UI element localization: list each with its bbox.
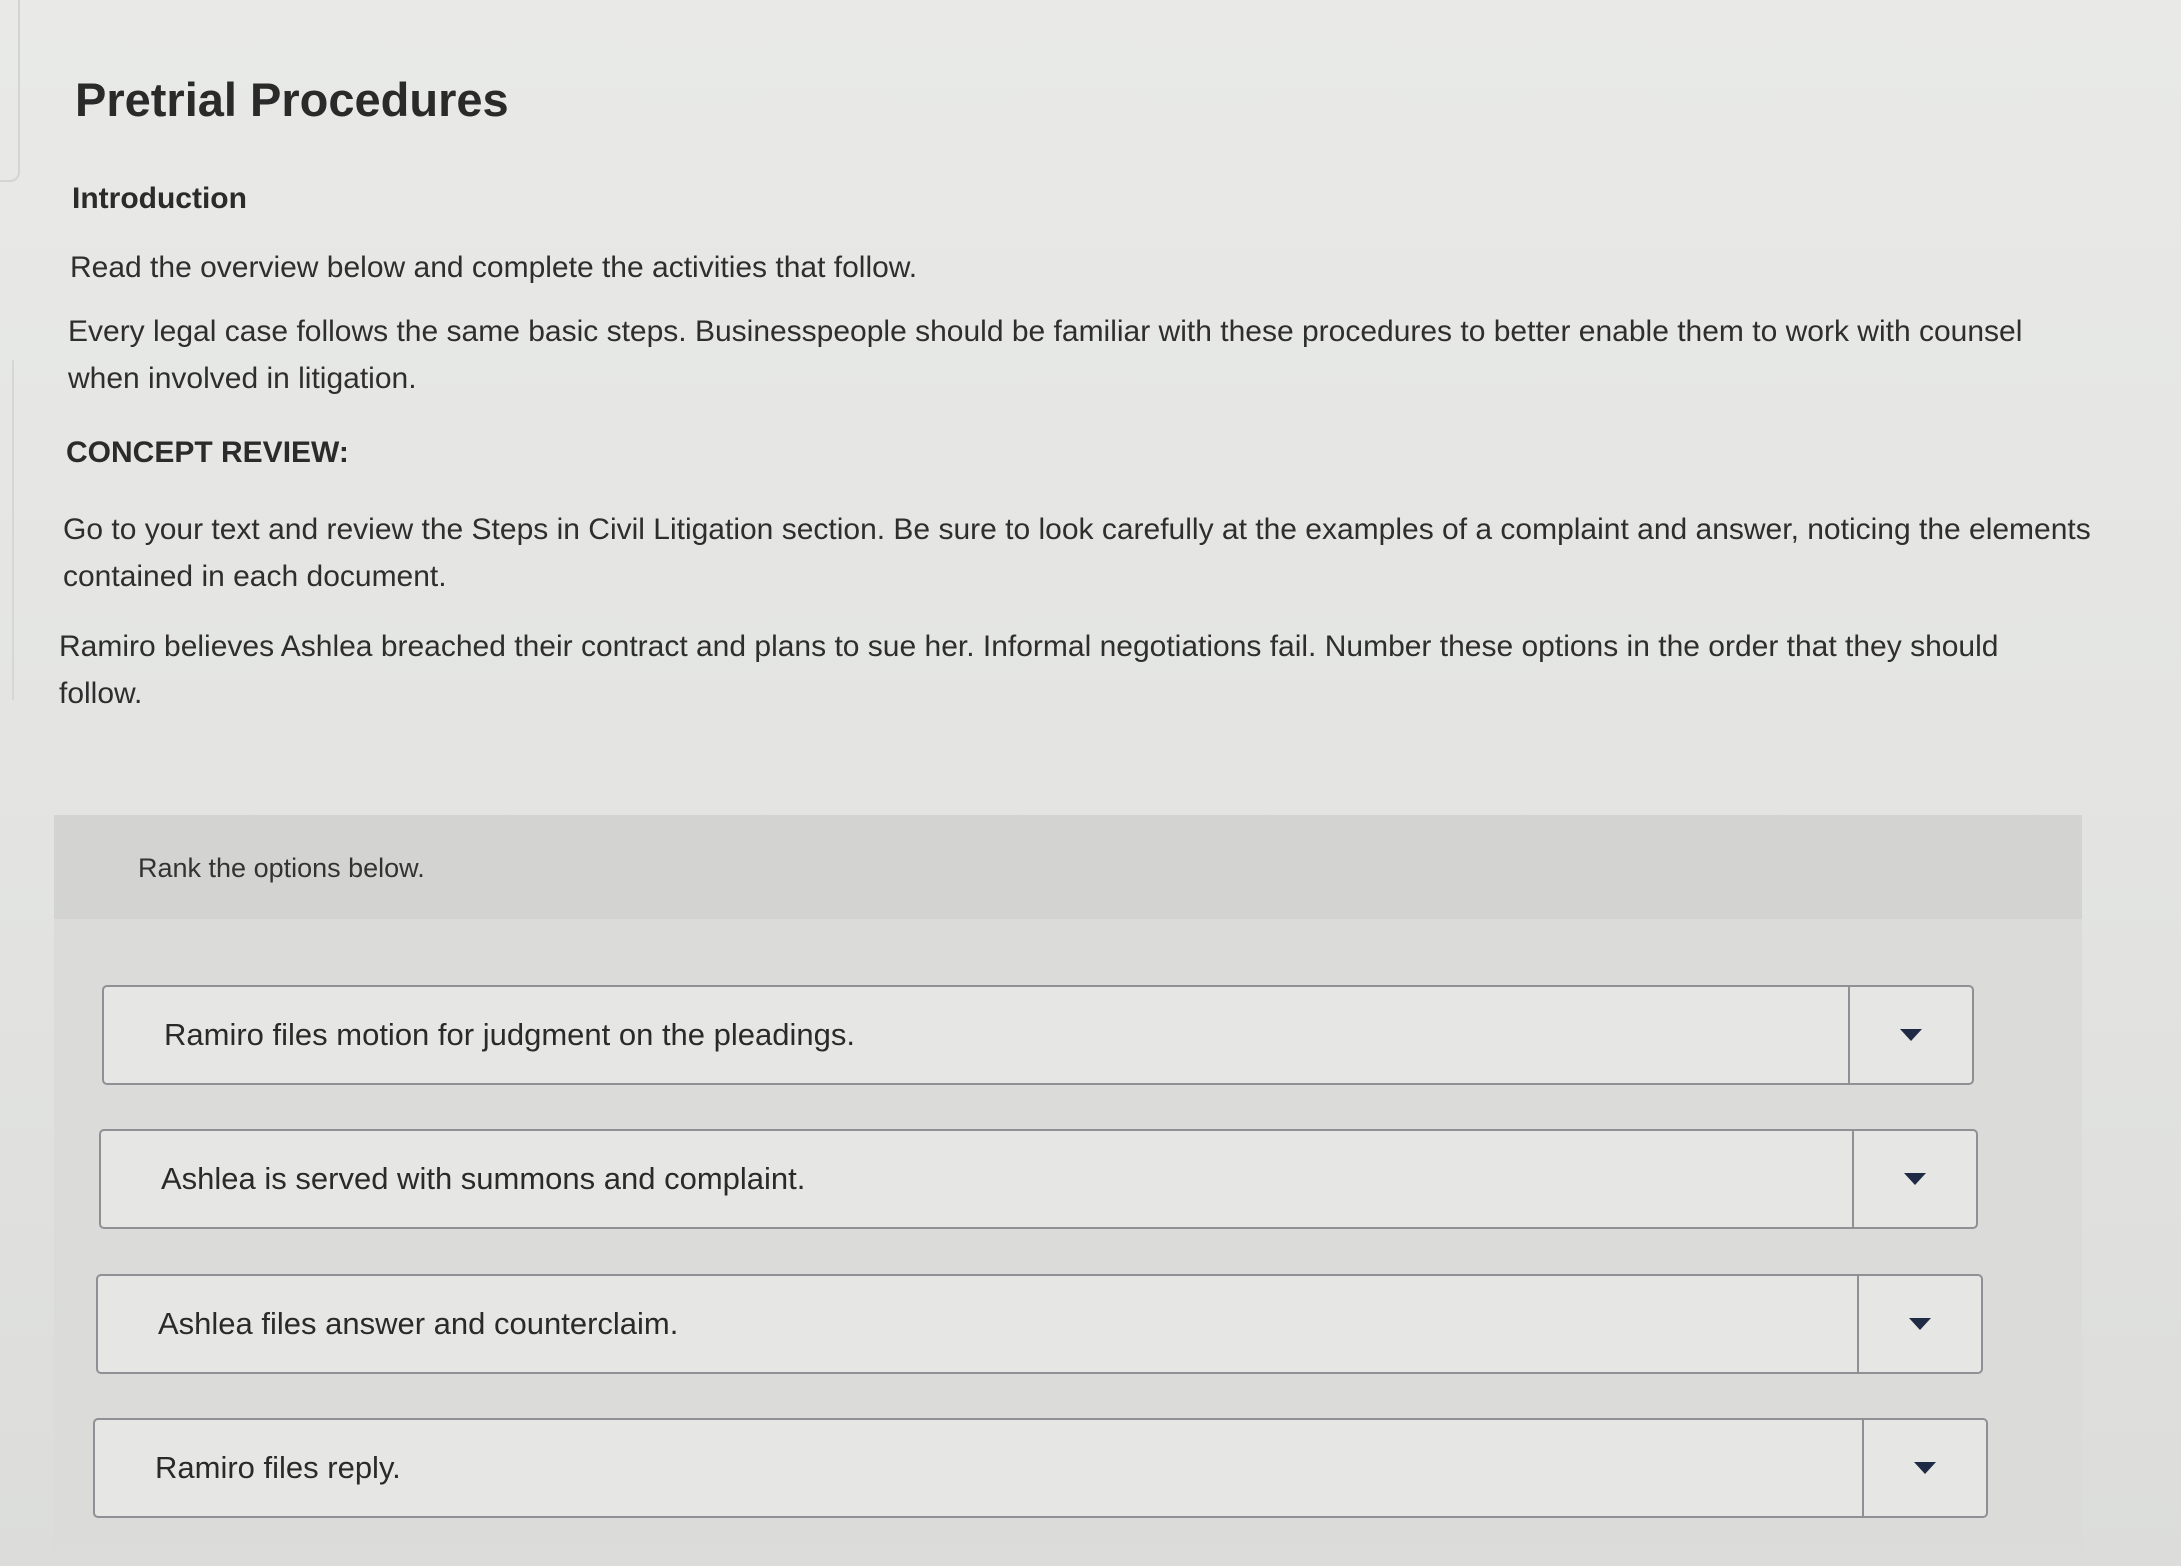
rank-select-3[interactable] [1857,1276,1981,1372]
rank-option-label: Ashlea files answer and counterclaim. [158,1306,679,1341]
rank-select-4[interactable] [1862,1420,1986,1516]
concept-review-label: CONCEPT REVIEW: [66,436,349,469]
rank-option-label: Ramiro files reply. [155,1450,401,1485]
rank-select-2[interactable] [1852,1131,1976,1227]
concept-review-text: Go to your text and review the Steps in Civil Litigation section. Be sure to look carefully at the examples of a complaint and answer, noticing the elements contained in each document. [63,513,2091,593]
rank-option-1 [102,985,1974,1085]
window-edge-lower [0,360,14,700]
ranking-panel [54,815,2082,1551]
rank-option-label: Ramiro files motion for judgment on the pleadings. [164,1017,855,1052]
rank-option-label: Ashlea is served with summons and complaint. [161,1161,806,1196]
rank-option-4 [93,1418,1988,1518]
chevron-down-icon [1904,1173,1926,1185]
chevron-down-icon [1909,1318,1931,1330]
rank-option-3 [96,1274,1983,1374]
window-edge [0,0,20,182]
chevron-down-icon [1914,1462,1936,1474]
ranking-instruction: Rank the options below. [138,853,425,883]
intro-instruction: Read the overview below and complete the activities that follow. [70,251,918,284]
chevron-down-icon [1900,1029,1922,1041]
ranking-list [54,815,2082,1551]
intro-text: Every legal case follows the same basic steps. Businesspeople should be familiar with these procedures to better enable them to work with counsel when involved in litigation. [68,315,2023,395]
rank-select-1[interactable] [1848,987,1972,1083]
question-text: Ramiro believes Ashlea breached their contract and plans to sue her. Informal negotiations fail. Number these options in the order that they should follow. [59,630,1999,710]
rank-option-2 [99,1129,1978,1229]
page-title: Pretrial Procedures [75,73,509,126]
intro-label: Introduction [72,182,247,215]
